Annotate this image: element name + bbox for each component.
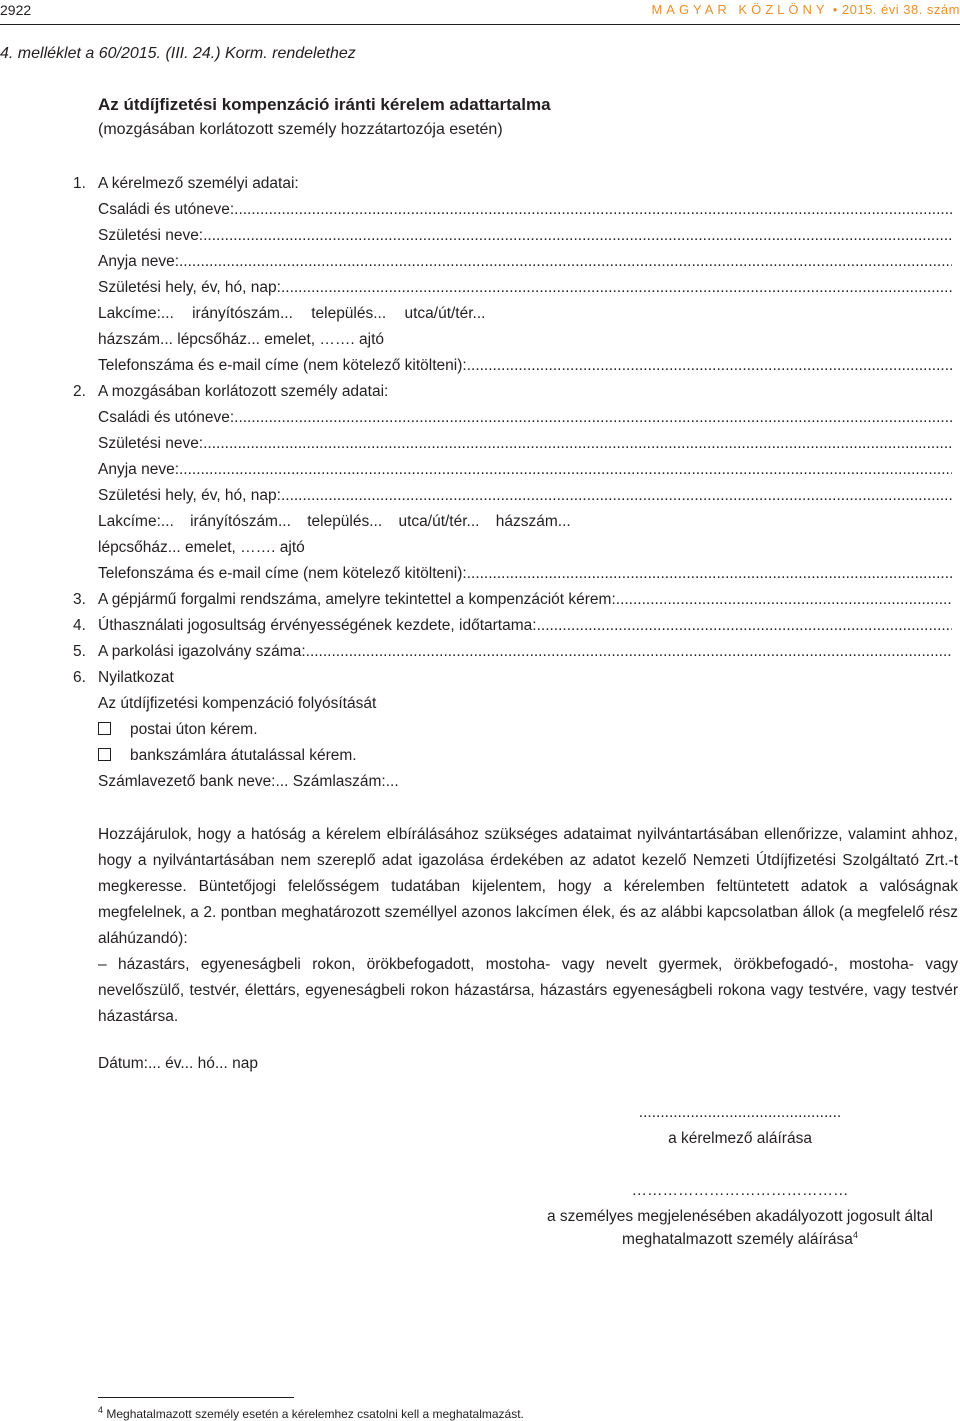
field-road-usage-validity (98, 617, 952, 635)
journal-header (651, 2, 960, 17)
footnote (98, 1405, 524, 1421)
section-heading: A kérelmező személyi adatai: (98, 175, 299, 192)
relations-list: – házastárs, egyeneságbeli rokon, örökbefogadott, mostoha- vagy nevelt gyermek, örökbefogadó-, mostoha- vagy nevelőszülő, testvér, élettárs, egyeneságbeli rokon házastársa, házastárs egyeneságbeli rokona vagy testvére, vagy testvér házastársa. (98, 956, 958, 1025)
fill-dots (616, 591, 952, 609)
fill-dots (537, 617, 952, 635)
address-line: Lakcíme:... irányítószám... település... utca/út/tér... (98, 305, 486, 322)
section-heading: A mozgásában korlátozott személy adatai: (98, 383, 389, 400)
option-post[interactable] (98, 721, 258, 739)
field-mother-name (98, 253, 952, 271)
fill-dots (203, 227, 952, 245)
field-parking-permit (98, 643, 952, 661)
field-label: Telefonszáma és e-mail címe (nem kötelező kitölteni): (98, 357, 467, 374)
fill-dots (467, 357, 952, 375)
fill-dots (203, 435, 952, 453)
fill-dots (234, 409, 952, 427)
proxy-signature-block (520, 1182, 960, 1249)
consent-paragraph (98, 822, 958, 1030)
footnote-rule (98, 1397, 294, 1398)
section-number: 6. (73, 669, 86, 686)
fill-dots (281, 279, 952, 297)
field-label: Anyja neve: (98, 461, 179, 478)
fill-dots (179, 461, 952, 479)
signature-label: meghatalmazott személy aláírása (622, 1231, 853, 1249)
field-label: Születési hely, év, hó, nap: (98, 487, 281, 504)
journal-name: MAGYAR KÖZLÖNY (651, 2, 829, 17)
field-label: Családi és utóneve: (98, 409, 235, 426)
signature-label: a kérelmező aláírása (668, 1130, 812, 1147)
fill-dots (234, 201, 952, 219)
field-label: A parkolási igazolvány száma: (98, 643, 306, 660)
signature-dots: …………………………………… (631, 1182, 849, 1199)
section-number: 3. (73, 591, 86, 608)
field-label: Születési neve: (98, 227, 204, 244)
section-heading: Nyilatkozat (98, 669, 174, 686)
address-line: Lakcíme:... irányítószám... település... utca/út/tér... házszám... (98, 513, 571, 530)
field-birth-place (98, 279, 952, 297)
date-line: Dátum:... év... hó... nap (98, 1055, 258, 1072)
field-license-plate (98, 591, 952, 609)
field-birth-name (98, 227, 952, 245)
field-birth-place (98, 487, 952, 505)
footnote-number: 4 (98, 1405, 104, 1415)
section-number: 4. (73, 617, 86, 634)
fill-dots (281, 487, 952, 505)
signature-label-2 (520, 1230, 960, 1249)
option-bank[interactable] (98, 747, 357, 765)
fill-dots (179, 253, 952, 271)
form-title: Az útdíjfizetési kompenzáció iránti kérelem adattartalma (98, 95, 551, 114)
field-label: A gépjármű forgalmi rendszáma, amelyre tekintettel a kompenzációt kérem: (98, 591, 616, 608)
applicant-signature-block (620, 1104, 860, 1148)
form-subtitle: (mozgásában korlátozott személy hozzátartozója esetén) (98, 121, 503, 138)
address-line: lépcsőház... emelet, ……. ajtó (98, 539, 305, 556)
field-phone (98, 357, 952, 375)
declaration-intro: Az útdíjfizetési kompenzáció folyósítását (98, 695, 377, 712)
signature-label: a személyes megjelenésében akadályozott jogosult által (546, 1208, 933, 1225)
page-number: 2922 (0, 2, 32, 18)
field-label: Telefonszáma és e-mail címe (nem kötelező kitölteni): (98, 565, 467, 582)
signature-dots: ............................................... (638, 1104, 842, 1121)
issue-label: 2015. évi 38. szám (841, 2, 960, 17)
bank-line: Számlavezető bank neve:... Számlaszám:... (98, 773, 399, 790)
consent-text: Hozzájárulok, hogy a hatóság a kérelem elbírálásához szükséges adataimat nyilvántartásában ellenőrizze, valamint ahhoz, hogy a nyilvántartásában nem szereplő adat igazolása érdekében az adatot kezelő Nemzeti Útdíjfizetési Szolgáltató Zrt.-t megkeresse. Büntetőjogi felelősségem tudatában kijelentem, hogy a kérelemben feltüntetett adatok a valóságnak megfelelnek, a 2. pontban meghatározott személlyel azonos lakcímen élek, és az alábbi kapcsolatban állok (a megfelelő rész aláhúzandó): (98, 826, 958, 947)
footnote-ref: 4 (852, 1230, 858, 1240)
field-family-name (98, 409, 952, 427)
field-label: Családi és utóneve: (98, 201, 235, 218)
fill-dots (467, 565, 952, 583)
field-label: Születési neve: (98, 435, 204, 452)
checkbox-bank[interactable] (98, 748, 111, 761)
field-birth-name (98, 435, 952, 453)
fill-dots (306, 643, 952, 661)
field-mother-name (98, 461, 952, 479)
annex-title: 4. melléklet a 60/2015. (III. 24.) Korm. rendelethez (0, 45, 356, 62)
field-label: Úthasználati jogosultság érvényességének kezdete, időtartama: (98, 617, 537, 634)
field-label: Születési hely, év, hó, nap: (98, 279, 281, 296)
header-rule (0, 24, 960, 25)
address-line: házszám... lépcsőház... emelet, ……. ajtó (98, 331, 385, 348)
option-label: bankszámlára átutalással kérem. (130, 747, 357, 764)
option-label: postai úton kérem. (130, 721, 258, 738)
field-family-name (98, 201, 952, 219)
field-label: Anyja neve: (98, 253, 179, 270)
section-number: 2. (73, 383, 86, 400)
footnote-text: Meghatalmazott személy esetén a kérelemhez csatolni kell a meghatalmazást. (106, 1407, 524, 1421)
field-phone (98, 565, 952, 583)
section-number: 5. (73, 643, 86, 660)
section-number: 1. (73, 175, 86, 192)
header-separator: • (832, 2, 838, 17)
checkbox-post[interactable] (98, 722, 111, 735)
